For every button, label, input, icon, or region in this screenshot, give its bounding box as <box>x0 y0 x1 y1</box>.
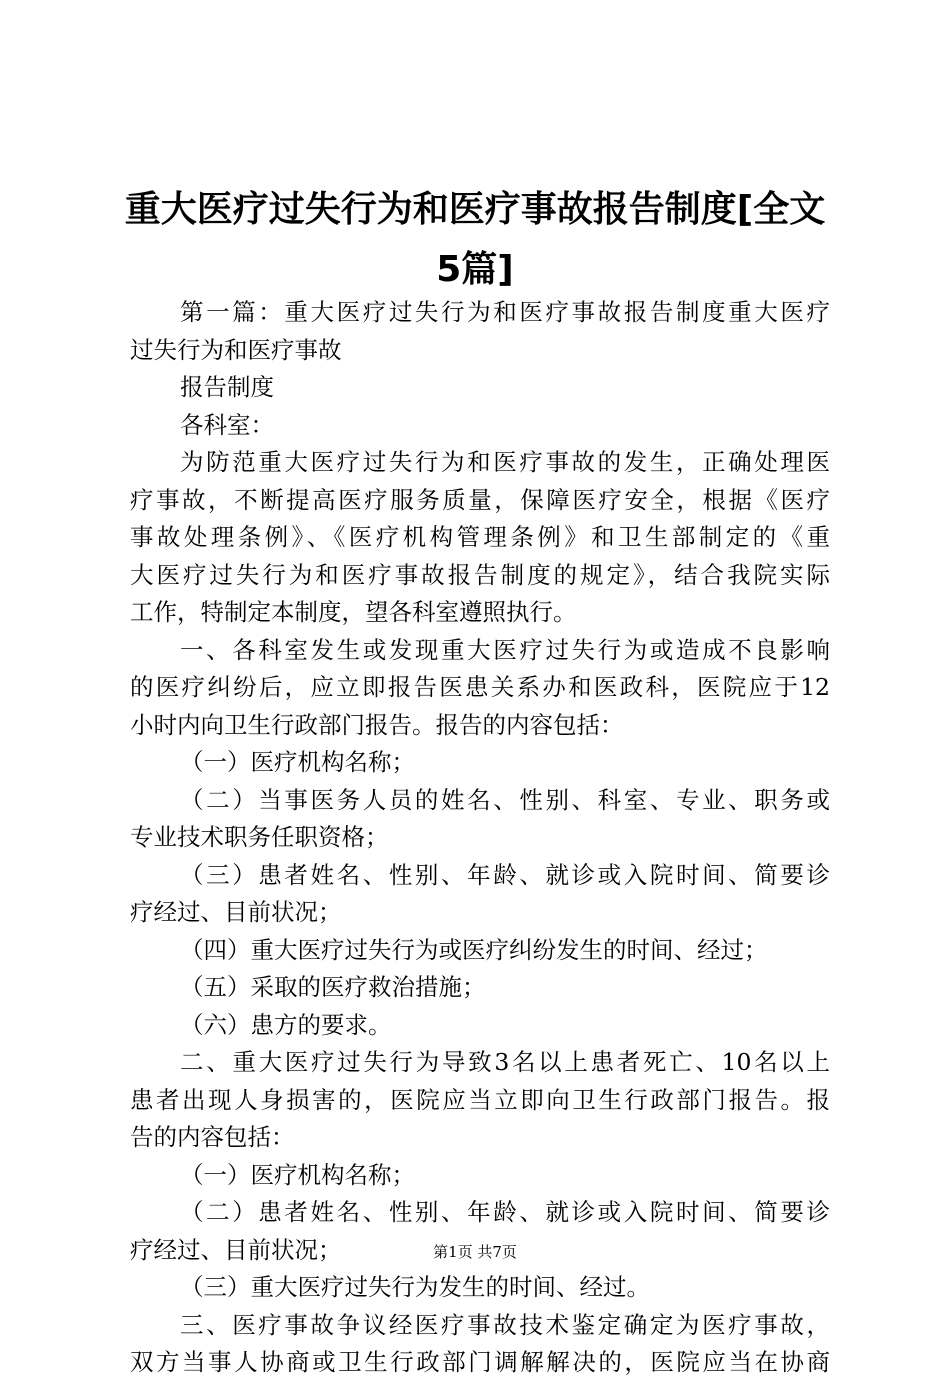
body-line: 工作，特制定本制度，望各科室遵照执行。 <box>130 598 577 626</box>
document-title-line-2: 5篇] <box>436 249 514 290</box>
body-line: （三）患者姓名、性别、年龄、就诊或入院时间、简要诊 <box>180 860 830 889</box>
body-line: 患者出现人身损害的，医院应当立即向卫生行政部门报告。报 <box>130 1085 830 1114</box>
body-line: 一、各科室发生或发现重大医疗过失行为或造成不良影响 <box>180 635 830 664</box>
body-line: 报告制度 <box>180 373 274 401</box>
body-line: 二、重大医疗过失行为导致3名以上患者死亡、10名以上 <box>180 1048 830 1076</box>
body-line: 第一篇：重大医疗过失行为和医疗事故报告制度重大医疗 <box>180 298 830 326</box>
document-body <box>130 294 830 1382</box>
body-line: 事故处理条例》、《医疗机构管理条例》和卫生部制定的《重 <box>130 523 830 551</box>
body-line: （五）采取的医疗救治措施； <box>180 973 486 1001</box>
body-line: 大医疗过失行为和医疗事故报告制度的规定》，结合我院实际 <box>130 560 830 589</box>
body-line: 的医疗纠纷后，应立即报告医患关系办和医政科，医院应于12 <box>130 673 830 701</box>
body-line: 告的内容包括： <box>130 1123 295 1151</box>
body-line: 三、医疗事故争议经医疗事故技术鉴定确定为医疗事故， <box>180 1310 830 1339</box>
body-line: 疗事故，不断提高医疗服务质量，保障医疗安全，根据《医疗 <box>130 485 830 514</box>
body-line: （一）医疗机构名称； <box>180 748 415 776</box>
body-line: 小时内向卫生行政部门报告。报告的内容包括： <box>130 710 624 739</box>
body-line: 双方当事人协商或卫生行政部门调解解决的，医院应当在协商 <box>130 1348 830 1376</box>
body-line: 疗经过、目前状况； <box>130 1235 342 1264</box>
body-line: 专业技术职务任职资格； <box>130 823 389 851</box>
body-line: （二）患者姓名、性别、年龄、就诊或入院时间、简要诊 <box>180 1198 830 1226</box>
body-line: 过失行为和医疗事故 <box>130 335 342 364</box>
body-line: 各科室： <box>180 410 274 439</box>
body-line: （六）患方的要求。 <box>180 1010 392 1039</box>
body-line: （三）重大医疗过失行为发生的时间、经过。 <box>180 1273 650 1301</box>
body-line: （一）医疗机构名称； <box>180 1160 415 1189</box>
document-title-line-1: 重大医疗过失行为和医疗事故报告制度[全文 <box>124 189 826 230</box>
body-line: （二）当事医务人员的姓名、性别、科室、专业、职务或 <box>180 785 830 814</box>
body-line: 疗经过、目前状况； <box>130 898 342 926</box>
body-line: （四）重大医疗过失行为或医疗纠纷发生的时间、经过； <box>180 935 768 964</box>
page-footer: 第1页 共7页 <box>433 1243 517 1261</box>
body-line: 为防范重大医疗过失行为和医疗事故的发生，正确处理医 <box>180 448 830 476</box>
